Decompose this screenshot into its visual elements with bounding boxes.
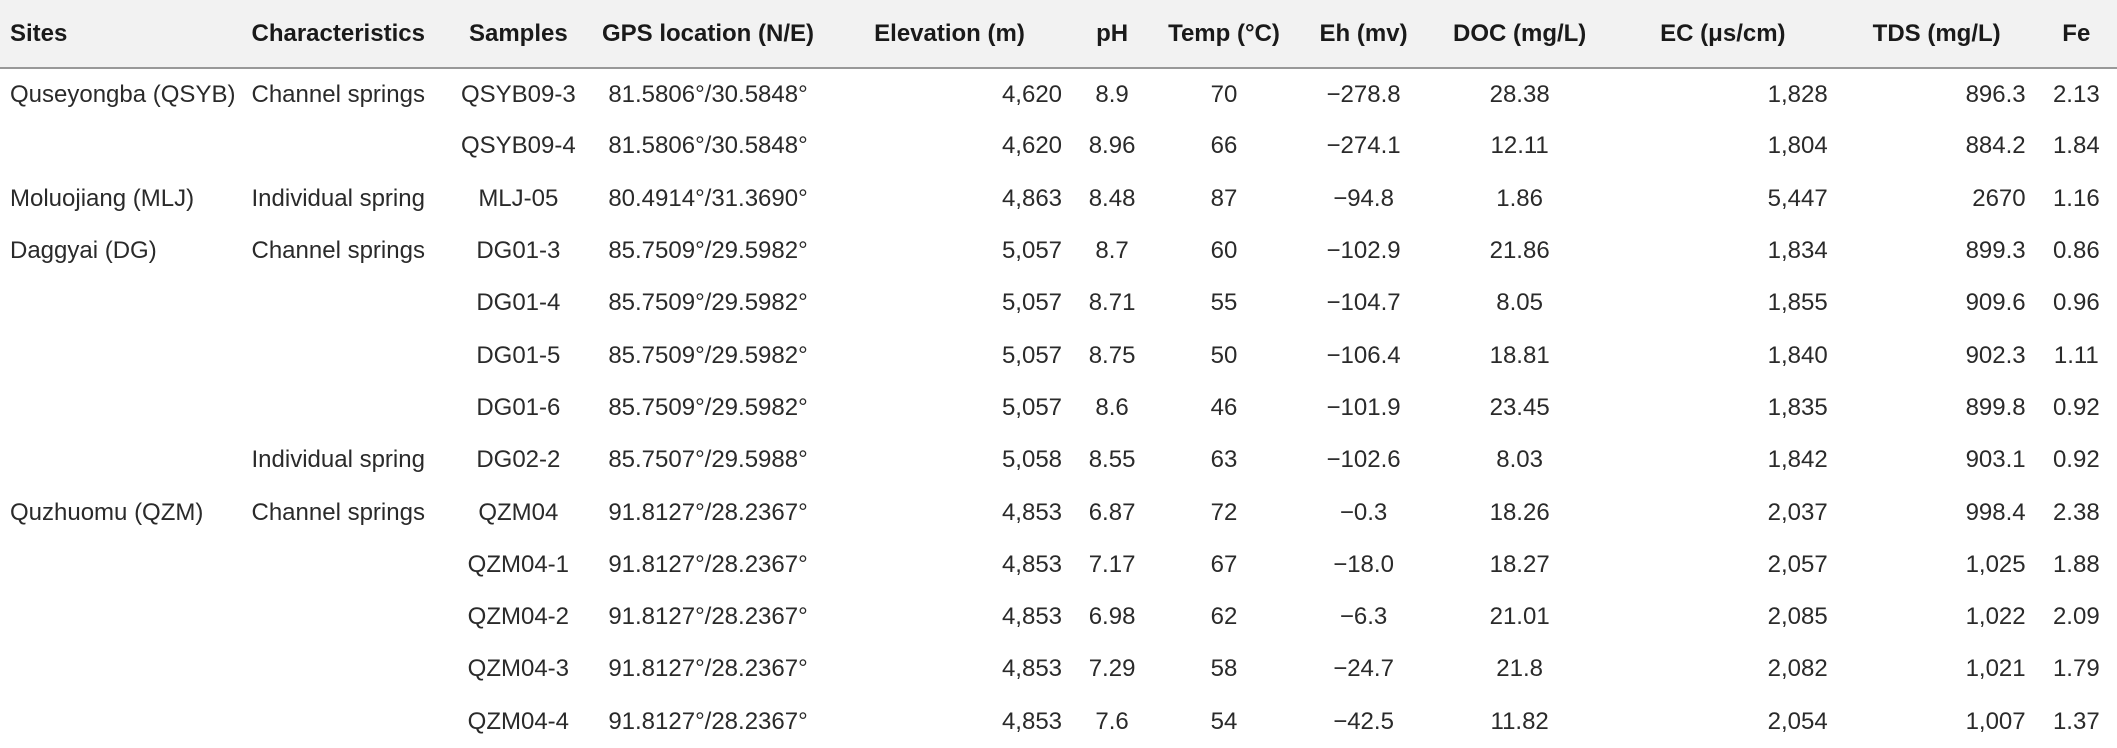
cell-site bbox=[0, 382, 242, 434]
cell-characteristics: Individual spring bbox=[251, 446, 425, 474]
table-row bbox=[0, 382, 2117, 434]
table-row bbox=[0, 434, 2117, 486]
cell-tds: 899.3 bbox=[1965, 237, 2026, 265]
cell-fe: 1.16 bbox=[2052, 184, 2100, 212]
cell-fe: 1.84 bbox=[2052, 132, 2100, 160]
cell-site bbox=[0, 539, 242, 591]
cell-eh: −102.6 bbox=[1326, 446, 1401, 474]
cell-elevation: 4,620 bbox=[1001, 132, 1063, 160]
cell-gps: 80.4914°/31.3690° bbox=[608, 184, 808, 212]
cell-site: Quseyongba (QSYB) bbox=[10, 80, 236, 108]
cell-ec: 1,835 bbox=[1767, 393, 1828, 421]
cell-site bbox=[0, 120, 242, 172]
cell-gps: 81.5806°/30.5848° bbox=[608, 80, 808, 108]
cell-doc: 18.27 bbox=[1489, 550, 1550, 578]
cell-characteristics bbox=[242, 277, 448, 329]
cell-tds: 903.1 bbox=[1965, 446, 2026, 474]
table-row bbox=[0, 643, 2117, 695]
cell-tds: 902.3 bbox=[1965, 341, 2026, 369]
cell-gps: 91.8127°/28.2367° bbox=[608, 603, 808, 631]
cell-elevation: 5,057 bbox=[1001, 237, 1063, 265]
cell-sample: QSYB09-4 bbox=[460, 132, 576, 160]
table-body bbox=[0, 68, 2117, 748]
cell-ec: 2,085 bbox=[1767, 603, 1828, 631]
header-doc: DOC (mg/L) bbox=[1431, 0, 1608, 68]
header-ph: pH bbox=[1072, 0, 1152, 68]
cell-elevation: 5,057 bbox=[1001, 341, 1063, 369]
header-ec: EC (μs/cm) bbox=[1608, 0, 1838, 68]
table-row bbox=[0, 591, 2117, 643]
cell-ec: 1,804 bbox=[1767, 132, 1828, 160]
cell-elevation: 4,853 bbox=[1001, 655, 1063, 683]
cell-temp: 87 bbox=[1210, 184, 1238, 212]
cell-elevation: 5,057 bbox=[1001, 393, 1063, 421]
cell-tds: 909.6 bbox=[1965, 289, 2026, 317]
cell-gps: 85.7509°/29.5982° bbox=[608, 237, 808, 265]
table-row bbox=[0, 329, 2117, 381]
cell-site bbox=[0, 434, 242, 486]
cell-eh: −104.7 bbox=[1326, 289, 1401, 317]
table-row bbox=[0, 539, 2117, 591]
cell-elevation: 4,853 bbox=[1001, 603, 1063, 631]
cell-temp: 66 bbox=[1210, 132, 1238, 160]
cell-tds: 899.8 bbox=[1965, 393, 2026, 421]
cell-gps: 91.8127°/28.2367° bbox=[608, 550, 808, 578]
cell-temp: 62 bbox=[1210, 603, 1238, 631]
cell-ph: 6.87 bbox=[1088, 498, 1136, 526]
cell-doc: 11.82 bbox=[1490, 707, 1549, 735]
cell-characteristics bbox=[242, 591, 448, 643]
cell-gps: 91.8127°/28.2367° bbox=[608, 655, 808, 683]
cell-temp: 50 bbox=[1210, 341, 1238, 369]
cell-elevation: 4,853 bbox=[1001, 498, 1063, 526]
cell-ph: 6.98 bbox=[1088, 603, 1136, 631]
cell-ec: 1,834 bbox=[1767, 237, 1828, 265]
cell-characteristics: Channel springs bbox=[251, 237, 425, 265]
cell-gps: 85.7509°/29.5982° bbox=[608, 289, 808, 317]
cell-ec: 2,054 bbox=[1767, 707, 1828, 735]
cell-doc: 1.86 bbox=[1496, 184, 1543, 212]
cell-gps: 91.8127°/28.2367° bbox=[608, 707, 808, 735]
cell-eh: −278.8 bbox=[1326, 80, 1401, 108]
cell-gps: 85.7509°/29.5982° bbox=[608, 341, 808, 369]
cell-eh: −106.4 bbox=[1326, 341, 1401, 369]
cell-ec: 5,447 bbox=[1767, 184, 1828, 212]
header-samples: Samples bbox=[448, 0, 589, 68]
cell-tds: 896.3 bbox=[1965, 80, 2026, 108]
cell-temp: 72 bbox=[1210, 498, 1238, 526]
cell-ec: 1,840 bbox=[1767, 341, 1828, 369]
cell-ph: 7.29 bbox=[1088, 655, 1136, 683]
cell-sample: MLJ-05 bbox=[478, 184, 559, 212]
cell-ph: 8.75 bbox=[1088, 341, 1136, 369]
header-eh: Eh (mv) bbox=[1296, 0, 1431, 68]
cell-doc: 8.03 bbox=[1496, 446, 1543, 474]
cell-characteristics bbox=[242, 329, 448, 381]
cell-temp: 63 bbox=[1210, 446, 1238, 474]
cell-tds: 1,007 bbox=[1965, 707, 2026, 735]
cell-sample: QZM04-1 bbox=[467, 550, 570, 578]
header-elevation: Elevation (m) bbox=[827, 0, 1072, 68]
cell-characteristics: Channel springs bbox=[251, 80, 425, 108]
cell-temp: 46 bbox=[1210, 393, 1238, 421]
cell-temp: 67 bbox=[1210, 550, 1238, 578]
cell-site: Moluojiang (MLJ) bbox=[10, 184, 195, 212]
cell-sample: DG01-6 bbox=[476, 393, 561, 421]
cell-doc: 12.11 bbox=[1490, 132, 1549, 160]
cell-elevation: 4,620 bbox=[1001, 80, 1063, 108]
cell-fe: 2.38 bbox=[2052, 498, 2100, 526]
cell-fe: 1.88 bbox=[2052, 550, 2100, 578]
cell-sample: DG01-3 bbox=[476, 237, 561, 265]
cell-site: Daggyai (DG) bbox=[10, 237, 157, 265]
cell-eh: −101.9 bbox=[1326, 393, 1401, 421]
cell-ph: 8.7 bbox=[1095, 237, 1129, 265]
cell-characteristics bbox=[242, 382, 448, 434]
header-tds: TDS (mg/L) bbox=[1838, 0, 2036, 68]
cell-doc: 21.01 bbox=[1489, 603, 1550, 631]
cell-eh: −42.5 bbox=[1333, 707, 1394, 735]
cell-ec: 1,842 bbox=[1767, 446, 1828, 474]
table-row bbox=[0, 173, 2117, 225]
cell-site bbox=[0, 643, 242, 695]
cell-ph: 8.48 bbox=[1088, 184, 1136, 212]
cell-elevation: 4,853 bbox=[1001, 707, 1063, 735]
cell-characteristics bbox=[242, 696, 448, 748]
cell-ph: 8.6 bbox=[1095, 393, 1129, 421]
cell-characteristics bbox=[242, 120, 448, 172]
cell-eh: −102.9 bbox=[1326, 237, 1401, 265]
cell-gps: 81.5806°/30.5848° bbox=[608, 132, 808, 160]
cell-ec: 2,057 bbox=[1767, 550, 1828, 578]
cell-ec: 2,082 bbox=[1767, 655, 1828, 683]
header-characteristics: Characteristics bbox=[242, 0, 448, 68]
cell-elevation: 4,853 bbox=[1001, 550, 1063, 578]
cell-fe: 2.09 bbox=[2052, 603, 2100, 631]
cell-ph: 8.71 bbox=[1088, 289, 1136, 317]
cell-fe: 2.13 bbox=[2052, 80, 2100, 108]
cell-site bbox=[0, 591, 242, 643]
cell-elevation: 4,863 bbox=[1001, 184, 1063, 212]
cell-temp: 60 bbox=[1210, 237, 1238, 265]
cell-sample: DG01-4 bbox=[476, 289, 561, 317]
cell-ph: 8.96 bbox=[1088, 132, 1136, 160]
cell-temp: 58 bbox=[1210, 655, 1238, 683]
cell-fe: 1.79 bbox=[2052, 655, 2100, 683]
cell-gps: 85.7507°/29.5988° bbox=[608, 446, 808, 474]
cell-characteristics: Channel springs bbox=[251, 498, 425, 526]
cell-tds: 1,021 bbox=[1965, 655, 2026, 683]
cell-eh: −18.0 bbox=[1333, 550, 1394, 578]
cell-gps: 91.8127°/28.2367° bbox=[608, 498, 808, 526]
header-temp: Temp (°C) bbox=[1152, 0, 1296, 68]
header-row bbox=[0, 0, 2117, 68]
cell-temp: 70 bbox=[1210, 80, 1238, 108]
cell-sample: QSYB09-3 bbox=[460, 80, 576, 108]
cell-sample: QZM04-4 bbox=[467, 707, 570, 735]
cell-tds: 1,025 bbox=[1965, 550, 2026, 578]
cell-ec: 2,037 bbox=[1767, 498, 1828, 526]
cell-ph: 8.55 bbox=[1088, 446, 1136, 474]
table-row bbox=[0, 277, 2117, 329]
cell-eh: −6.3 bbox=[1339, 603, 1388, 631]
cell-fe: 1.37 bbox=[2052, 707, 2100, 735]
cell-doc: 18.81 bbox=[1489, 341, 1550, 369]
cell-sample: QZM04 bbox=[478, 498, 559, 526]
cell-elevation: 5,058 bbox=[1001, 446, 1063, 474]
cell-temp: 55 bbox=[1210, 289, 1238, 317]
cell-elevation: 5,057 bbox=[1001, 289, 1063, 317]
cell-sample: DG02-2 bbox=[476, 446, 561, 474]
cell-sample: DG01-5 bbox=[476, 341, 561, 369]
cell-fe: 0.92 bbox=[2052, 393, 2100, 421]
cell-eh: −94.8 bbox=[1333, 184, 1394, 212]
table-row bbox=[0, 486, 2117, 538]
header-sites: Sites bbox=[0, 0, 242, 68]
cell-sample: QZM04-3 bbox=[467, 655, 570, 683]
cell-doc: 8.05 bbox=[1496, 289, 1543, 317]
cell-eh: −24.7 bbox=[1333, 655, 1394, 683]
header-fe: Fe bbox=[2036, 0, 2117, 68]
cell-ec: 1,828 bbox=[1767, 80, 1828, 108]
table-row bbox=[0, 225, 2117, 277]
cell-site bbox=[0, 329, 242, 381]
cell-tds: 1,022 bbox=[1965, 603, 2026, 631]
cell-doc: 21.8 bbox=[1496, 655, 1543, 683]
cell-doc: 28.38 bbox=[1489, 80, 1550, 108]
cell-characteristics bbox=[242, 539, 448, 591]
table-row bbox=[0, 120, 2117, 172]
cell-site: Quzhuomu (QZM) bbox=[10, 498, 204, 526]
header-gps: GPS location (N/E) bbox=[589, 0, 827, 68]
cell-ph: 7.6 bbox=[1095, 707, 1129, 735]
cell-site bbox=[0, 277, 242, 329]
cell-fe: 0.96 bbox=[2052, 289, 2100, 317]
cell-ph: 7.17 bbox=[1088, 550, 1136, 578]
cell-doc: 23.45 bbox=[1489, 393, 1550, 421]
cell-eh: −0.3 bbox=[1339, 498, 1388, 526]
cell-fe: 0.86 bbox=[2052, 237, 2100, 265]
cell-ph: 8.9 bbox=[1095, 80, 1129, 108]
cell-sample: QZM04-2 bbox=[467, 603, 570, 631]
table-row bbox=[0, 696, 2117, 748]
cell-gps: 85.7509°/29.5982° bbox=[608, 393, 808, 421]
cell-characteristics bbox=[242, 643, 448, 695]
cell-fe: 0.92 bbox=[2052, 446, 2100, 474]
cell-doc: 18.26 bbox=[1489, 498, 1550, 526]
cell-tds: 884.2 bbox=[1965, 132, 2026, 160]
cell-tds: 998.4 bbox=[1965, 498, 2026, 526]
table-row bbox=[0, 68, 2117, 120]
cell-fe: 1.11 bbox=[2053, 341, 2099, 369]
cell-eh: −274.1 bbox=[1326, 132, 1401, 160]
cell-doc: 21.86 bbox=[1489, 237, 1550, 265]
cell-site bbox=[0, 696, 242, 748]
cell-temp: 54 bbox=[1210, 707, 1238, 735]
cell-tds: 2670 bbox=[1972, 184, 2026, 212]
cell-ec: 1,855 bbox=[1767, 289, 1828, 317]
cell-characteristics: Individual spring bbox=[251, 184, 425, 212]
